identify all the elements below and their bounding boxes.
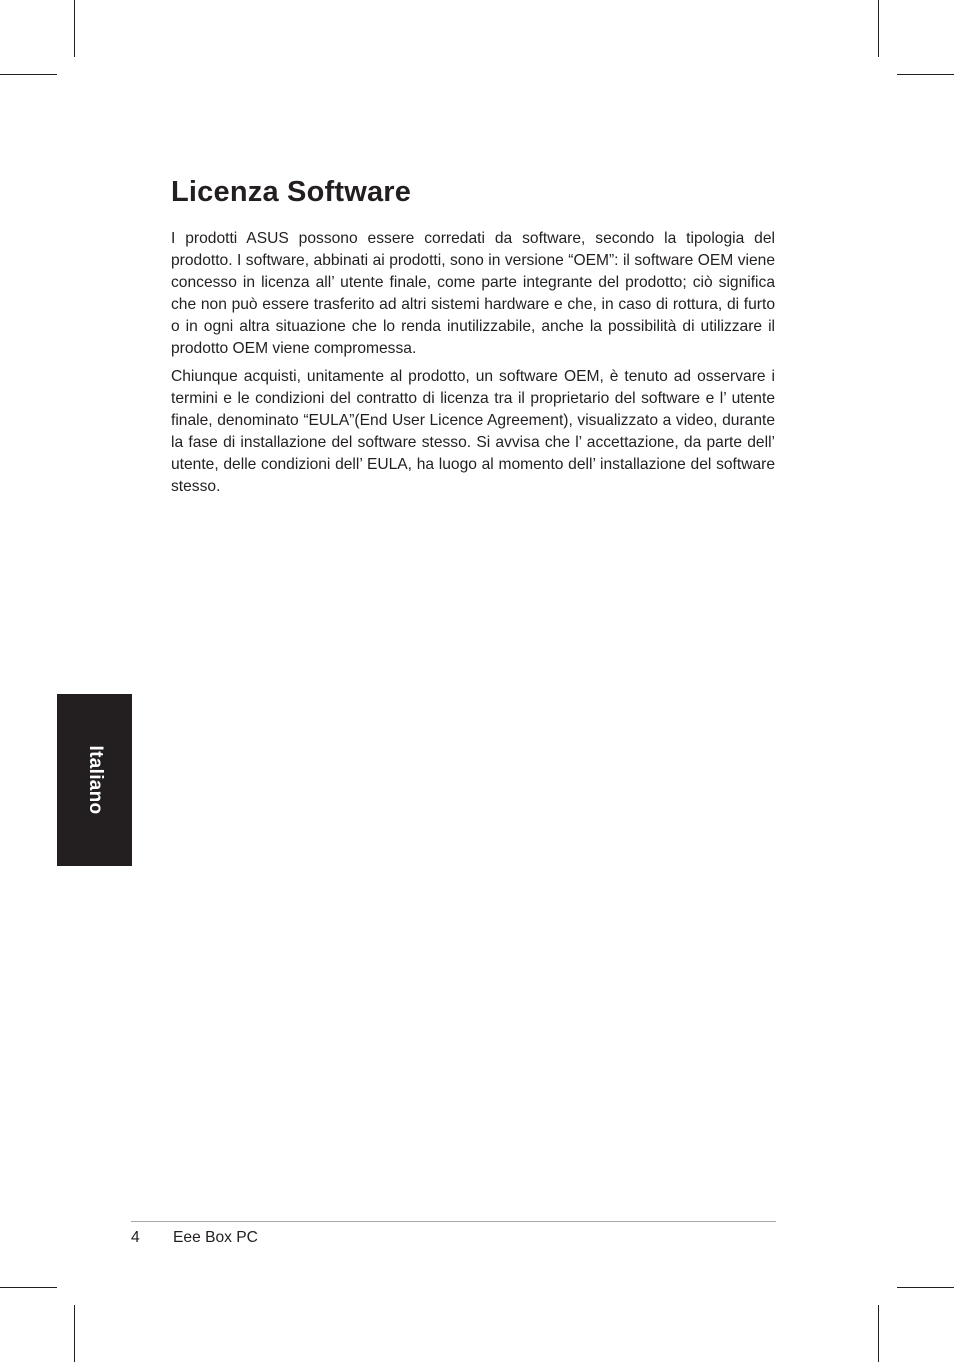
paragraph-eula: Chiunque acquisti, unitamente al prodotto, un software OEM, è tenuto ad osservare i termini e le condizioni del contratto di licenza tra il proprietario del software e l’ utente finale, denominato “EULA”(End User Licence Agreement), visualizzato a video, durante la fase di installazione del software stesso. Si avvisa che l’ accettazione, da parte dell’ utente, delle condizioni dell’ EULA, ha luogo al momento dell’ installazione del software stesso. [171,368,775,495]
crop-mark-bottom-left-horizontal [0,1287,57,1288]
language-tab-label: Italiano [84,745,106,815]
body-text [171,228,775,505]
crop-mark-top-right-horizontal [897,74,954,75]
language-side-tab [57,694,132,866]
crop-mark-bottom-left-vertical [74,1305,75,1362]
crop-mark-top-right-vertical [878,0,879,57]
crop-mark-bottom-right-horizontal [897,1287,954,1288]
page-title: Licenza Software [171,176,412,208]
footer-page-number: 4 [131,1229,140,1246]
crop-mark-top-left-vertical [74,0,75,57]
crop-mark-bottom-right-vertical [878,1305,879,1362]
footer-divider [131,1221,776,1222]
crop-mark-top-left-horizontal [0,74,57,75]
footer-product-name: Eee Box PC [173,1229,258,1246]
paragraph-oem-software: I prodotti ASUS possono essere corredati da software, secondo la tipologia del prodotto. I software, abbinati ai prodotti, sono in versione “OEM”: il software OEM viene concesso in licenza all’ utente finale, come parte integrante del prodotto; ciò significa che non può essere trasferito ad altri sistemi hardware e che, in caso di rottura, di furto o in ogni altra situazione che lo renda inutilizzabile, anche la possibilità di utilizzare il prodotto OEM viene compromessa. [171,230,775,357]
